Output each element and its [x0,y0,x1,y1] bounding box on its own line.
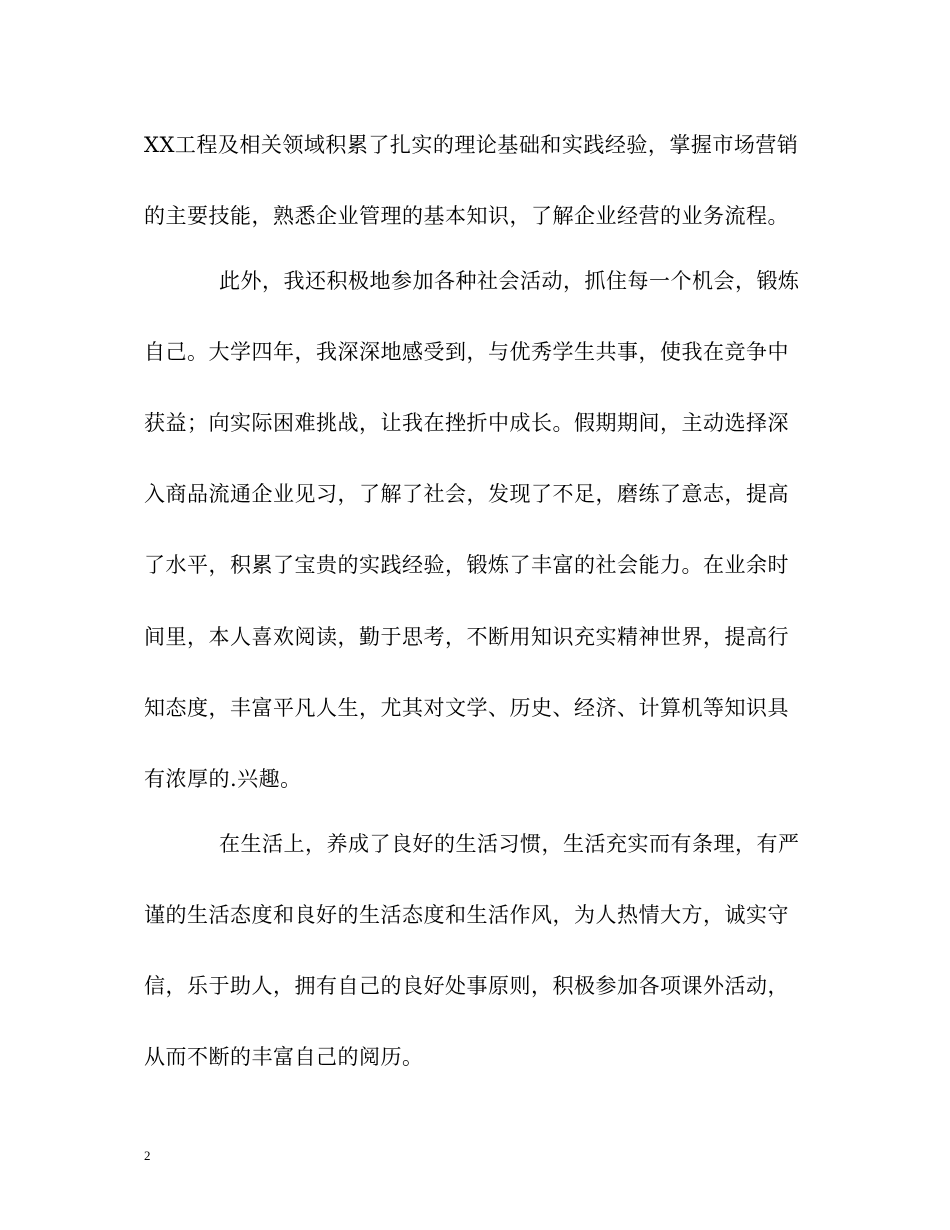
text-line: 信，乐于助人，拥有自己的良好处事原则，积极参加各项课外活动， [144,974,789,998]
text-line: 此外，我还积极地参加各种社会活动，抓住每一个机会，锻炼 [219,269,800,293]
text-line: 从而不断的丰富自己的阅历。 [144,1045,424,1069]
text-line: XX工程及相关领域积累了扎实的理论基础和实践经验，掌握市场营销 [144,133,799,157]
text-line: 获益；向实际困难挑战，让我在挫折中成长。假期期间，主动选择深 [144,411,789,435]
text-line: 间里，本人喜欢阅读，勤于思考，不断用知识充实精神世界，提高行 [144,625,789,649]
text-line: 的主要技能，熟悉企业管理的基本知识，了解企业经营的业务流程。 [144,204,789,228]
text-line: 入商品流通企业见习，了解了社会，发现了不足，磨练了意志，提高 [144,482,789,506]
page-number: 2 [144,1148,151,1163]
text-line: 在生活上，养成了良好的生活习惯，生活充实而有条理，有严 [219,832,800,856]
text-line: 知态度，丰富平凡人生，尤其对文学、历史、经济、计算机等知识具 [144,696,789,720]
text-line: 有浓厚的.兴趣。 [144,767,302,791]
text-line: 自己。大学四年，我深深地感受到，与优秀学生共事，使我在竞争中 [144,340,789,364]
text-line: 了水平，积累了宝贵的实践经验，锻炼了丰富的社会能力。在业余时 [144,553,789,577]
text-line: 谨的生活态度和良好的生活态度和生活作风，为人热情大方，诚实守 [144,903,789,927]
